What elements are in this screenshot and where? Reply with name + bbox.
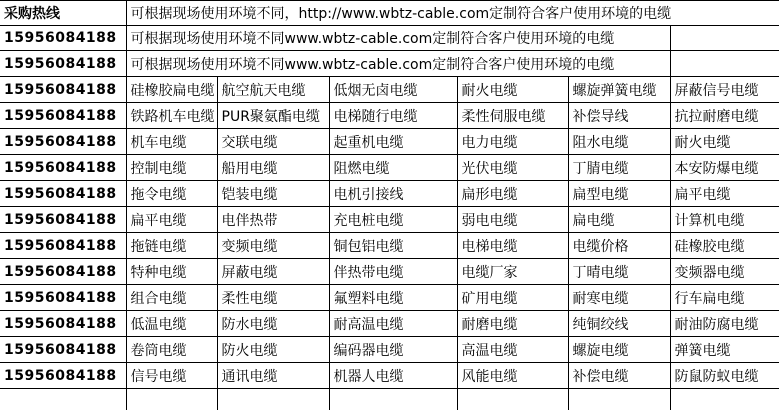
cable-link-cell[interactable]: 扁平电缆 xyxy=(126,207,217,233)
cable-link-cell[interactable]: 防鼠防蚁电缆 xyxy=(670,363,779,389)
cable-link-cell[interactable]: 弹簧电缆 xyxy=(670,337,779,363)
cable-link-cell[interactable]: 硅橡胶扁电缆 xyxy=(126,77,217,103)
notice-text-short: 可根据现场使用环境不同www.wbtz-cable.com定制符合客户使用环境的电缆 xyxy=(126,51,670,77)
cable-link-cell[interactable]: 电梯随行电缆 xyxy=(329,103,457,129)
cable-link-cell[interactable]: 防水电缆 xyxy=(217,311,329,337)
empty-cell xyxy=(0,389,126,410)
cable-link-cell[interactable]: 扁平电缆 xyxy=(670,181,779,207)
empty-cell xyxy=(568,389,670,410)
phone-cell: 15956084188 xyxy=(0,259,126,285)
cable-link-cell[interactable]: 充电桩电缆 xyxy=(329,207,457,233)
empty-row xyxy=(0,389,779,410)
cable-link-cell[interactable]: 耐磨电缆 xyxy=(457,311,568,337)
phone-cell: 15956084188 xyxy=(0,363,126,389)
cable-link-cell[interactable]: 通讯电缆 xyxy=(217,363,329,389)
hotline-label: 采购热线 xyxy=(0,1,126,26)
cable-row xyxy=(0,363,779,389)
cable-link-cell[interactable]: 丁腈电缆 xyxy=(568,155,670,181)
cable-link-cell[interactable]: 组合电缆 xyxy=(126,285,217,311)
cable-row xyxy=(0,181,779,207)
phone-cell: 15956084188 xyxy=(0,155,126,181)
cable-link-cell[interactable]: 补偿电缆 xyxy=(568,363,670,389)
cable-link-cell[interactable]: 硅橡胶电缆 xyxy=(670,233,779,259)
cable-link-cell[interactable]: 铁路机车电缆 xyxy=(126,103,217,129)
cable-link-cell[interactable]: 变频电缆 xyxy=(217,233,329,259)
phone-cell: 15956084188 xyxy=(0,207,126,233)
cable-link-cell[interactable]: 螺旋电缆 xyxy=(568,337,670,363)
cable-row xyxy=(0,207,779,233)
cable-link-cell[interactable]: 氟塑料电缆 xyxy=(329,285,457,311)
cable-link-cell[interactable]: 屏蔽信号电缆 xyxy=(670,77,779,103)
cable-row xyxy=(0,285,779,311)
cable-link-cell[interactable]: 行车扁电缆 xyxy=(670,285,779,311)
phone-cell: 15956084188 xyxy=(0,129,126,155)
cable-row xyxy=(0,155,779,181)
phone-cell: 15956084188 xyxy=(0,77,126,103)
cable-link-cell[interactable]: 计算机电缆 xyxy=(670,207,779,233)
phone-cell: 15956084188 xyxy=(0,337,126,363)
cable-link-cell[interactable]: 耐火电缆 xyxy=(670,129,779,155)
empty-cell xyxy=(670,389,779,410)
cable-link-cell[interactable]: 柔性电缆 xyxy=(217,285,329,311)
cable-link-cell[interactable]: 机器人电缆 xyxy=(329,363,457,389)
cable-link-cell[interactable]: 卷筒电缆 xyxy=(126,337,217,363)
cable-link-cell[interactable]: 电机引接线 xyxy=(329,181,457,207)
cable-link-cell[interactable]: 拖链电缆 xyxy=(126,233,217,259)
phone-cell: 15956084188 xyxy=(0,26,126,51)
cable-link-cell[interactable]: 防火电缆 xyxy=(217,337,329,363)
empty-cell xyxy=(670,26,779,51)
empty-cell xyxy=(126,389,217,410)
cable-row xyxy=(0,311,779,337)
cable-link-cell[interactable]: 电力电缆 xyxy=(457,129,568,155)
cable-link-cell[interactable]: 拖令电缆 xyxy=(126,181,217,207)
cable-link-cell[interactable]: 耐油防腐电缆 xyxy=(670,311,779,337)
notice-row-2 xyxy=(0,51,779,77)
empty-cell xyxy=(329,389,457,410)
phone-cell: 15956084188 xyxy=(0,181,126,207)
cable-link-cell[interactable]: 信号电缆 xyxy=(126,363,217,389)
cable-link-cell[interactable]: 编码器电缆 xyxy=(329,337,457,363)
cable-link-cell[interactable]: 铜包铝电缆 xyxy=(329,233,457,259)
cable-row xyxy=(0,77,779,103)
cable-link-cell[interactable]: 交联电缆 xyxy=(217,129,329,155)
cable-link-cell[interactable]: 船用电缆 xyxy=(217,155,329,181)
cable-link-cell[interactable]: 起重机电缆 xyxy=(329,129,457,155)
cable-link-cell[interactable]: 阻水电缆 xyxy=(568,129,670,155)
phone-cell: 15956084188 xyxy=(0,285,126,311)
cable-link-cell[interactable]: 螺旋弹簧电缆 xyxy=(568,77,670,103)
cable-link-cell[interactable]: 扁形电缆 xyxy=(457,181,568,207)
cable-row xyxy=(0,129,779,155)
cable-link-cell[interactable]: 耐寒电缆 xyxy=(568,285,670,311)
cable-link-cell[interactable]: 光伏电缆 xyxy=(457,155,568,181)
cable-link-cell[interactable]: 电缆价格 xyxy=(568,233,670,259)
phone-cell: 15956084188 xyxy=(0,233,126,259)
cable-link-cell[interactable]: 矿用电缆 xyxy=(457,285,568,311)
cable-link-cell[interactable]: 扁型电缆 xyxy=(568,181,670,207)
cable-link-cell[interactable]: 扁电缆 xyxy=(568,207,670,233)
cable-link-cell[interactable]: 低烟无卤电缆 xyxy=(329,77,457,103)
empty-cell xyxy=(217,389,329,410)
hotline-row xyxy=(0,1,779,26)
phone-cell: 15956084188 xyxy=(0,103,126,129)
cable-link-cell[interactable]: 丁晴电缆 xyxy=(568,259,670,285)
cable-row xyxy=(0,103,779,129)
cable-link-cell[interactable]: 伴热带电缆 xyxy=(329,259,457,285)
cable-link-cell[interactable]: 抗拉耐磨电缆 xyxy=(670,103,779,129)
cable-link-cell[interactable]: 低温电缆 xyxy=(126,311,217,337)
cable-link-cell[interactable]: 控制电缆 xyxy=(126,155,217,181)
phone-cell: 15956084188 xyxy=(0,311,126,337)
cable-link-cell[interactable]: 电梯电缆 xyxy=(457,233,568,259)
cable-link-cell[interactable]: 耐火电缆 xyxy=(457,77,568,103)
cable-link-cell[interactable]: 电伴热带 xyxy=(217,207,329,233)
cable-link-cell[interactable]: 航空航天电缆 xyxy=(217,77,329,103)
cable-link-cell[interactable]: 本安防爆电缆 xyxy=(670,155,779,181)
cable-link-cell[interactable]: 风能电缆 xyxy=(457,363,568,389)
empty-cell xyxy=(670,51,779,77)
cable-link-cell[interactable]: 柔性伺服电缆 xyxy=(457,103,568,129)
cable-link-cell[interactable]: 弱电电缆 xyxy=(457,207,568,233)
notice-text-short: 可根据现场使用环境不同www.wbtz-cable.com定制符合客户使用环境的电缆 xyxy=(126,26,670,51)
empty-cell xyxy=(457,389,568,410)
phone-cell: 15956084188 xyxy=(0,51,126,77)
cable-link-cell[interactable]: 阻燃电缆 xyxy=(329,155,457,181)
cable-link-cell[interactable]: 屏蔽电缆 xyxy=(217,259,329,285)
notice-text-full: 可根据现场使用环境不同，http://www.wbtz-cable.com定制符合客户使用环境的电缆 xyxy=(126,1,779,26)
cable-link-cell[interactable]: 机车电缆 xyxy=(126,129,217,155)
cable-row xyxy=(0,233,779,259)
cable-link-cell[interactable]: 铠装电缆 xyxy=(217,181,329,207)
cable-link-cell[interactable]: 高温电缆 xyxy=(457,337,568,363)
cable-link-cell[interactable]: 耐高温电缆 xyxy=(329,311,457,337)
cable-link-cell[interactable]: 特种电缆 xyxy=(126,259,217,285)
cable-row xyxy=(0,337,779,363)
cable-row xyxy=(0,259,779,285)
cable-link-cell[interactable]: PUR聚氨酯电缆 xyxy=(217,103,329,129)
cable-link-cell[interactable]: 补偿导线 xyxy=(568,103,670,129)
cable-table-body xyxy=(0,1,779,410)
notice-row-1 xyxy=(0,26,779,51)
cable-link-cell[interactable]: 变频器电缆 xyxy=(670,259,779,285)
cable-link-cell[interactable]: 纯铜绞线 xyxy=(568,311,670,337)
cable-link-cell[interactable]: 电缆厂家 xyxy=(457,259,568,285)
